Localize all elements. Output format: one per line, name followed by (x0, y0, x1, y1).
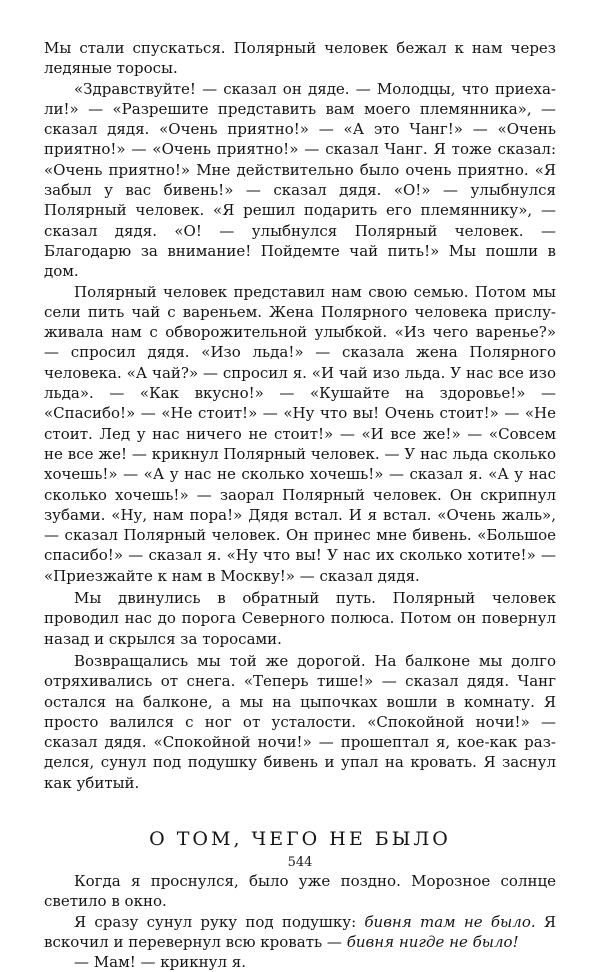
page-number: 544 (287, 855, 313, 870)
paragraph-4: Мы двинулись в обратный путь. Полярный человек проводил нас до порога Северного полюса. Потом он повернул назад и скрылся за торосами. (44, 589, 556, 648)
chapter-paragraph-1: Когда я проснулся, было уже поздно. Морозное солнце светило в окно. (44, 871, 556, 911)
chapter-paragraph-2 (44, 912, 556, 953)
paragraph-2: «Здравствуйте! — сказал он дяде. — Молодцы, что приехали!» — «Разрешите представить вам моего племянника», — сказал дядя. «Очень приятно!» — «А это Чанг!» — «Очень приятно!» — «Очень приятно!» — сказал Чанг. Я тоже сказал: «Очень приятно!» Мне действительно было очень приятно. «Я забыл у вас бивень!» — сказал дядя. «О!» — улыбнулся Полярный человек. «Я решил подарить его племяннику», — сказал дядя. «О! — улыбнулся Полярный человек. — Благодарю за внимание! Пойдемте чай пить!» Мы пошли в дом. (44, 79, 556, 281)
chapter-paragraph-2-text-b: Я вскочил и перевернул всю кровать — (44, 912, 556, 951)
paragraph-5: Возвращались мы той же дорогой. На балконе мы долго отряхивались от снега. «Теперь тише!» — сказал дядя. Чанг остался на балконе, а мы на цыпочках вошли в комнату. Я просто валился с ног от усталости. «Спокойной ночи!» — сказал дядя. «Спокойной ночи!» — прошептал я, кое-как разделся, сунул под подушку бивень и упал на кровать. Я заснул как убитый. (44, 651, 556, 792)
chapter-paragraph-2-italic-a: бивня там не было. (364, 912, 536, 931)
chapter-paragraph-2-text-a: Я сразу сунул руку под подушку: (74, 912, 365, 931)
paragraph-3: Полярный человек представил нам свою семью. Потом мы сели пить чай с вареньем. Жена Полярного человека прислуживала нам с обворожительной улыбкой. «Из чего варенье?» — спросил дядя. «Изо льда!» — сказала жена Полярного человека. «А чай?» — спросил я. «И чай изо льда. У нас все изо льда». — «Как вкусно!» — «Кушайте на здоровье!» — «Спасибо!» — «Не стоит!» — «Ну что вы! Очень стоит!» — «Не стоит. Лед у нас ничего не стоит!» — «И все же!» — «Совсем не все же! — крикнул Полярный человек. — У нас льда сколько хочешь!» — «А у нас не сколько хочешь!» — сказал я. «А у нас сколько хочешь!» — заорал Полярный человек. Он скрипнул зубами. «Ну, нам пора!» Дядя встал. И я встал. «Очень жаль», — сказал Полярный человек. Он принес мне бивень. «Большое спасибо!» — сказал я. «Ну что вы! У нас их сколько хотите!» — «Приезжайте к нам в Москву!» — сказал дядя. (44, 282, 556, 585)
chapter-paragraph-2-italic-b: бивня нигде не было! (346, 932, 519, 951)
paragraph-1: Мы стали спускаться. Полярный человек бежал к нам через ледяные торосы. (44, 39, 556, 78)
chapter-heading: О ТОМ, ЧЕГО НЕ БЫЛО (149, 827, 451, 850)
chapter-paragraph-3: — Мам! — крикнул я. (74, 953, 247, 972)
